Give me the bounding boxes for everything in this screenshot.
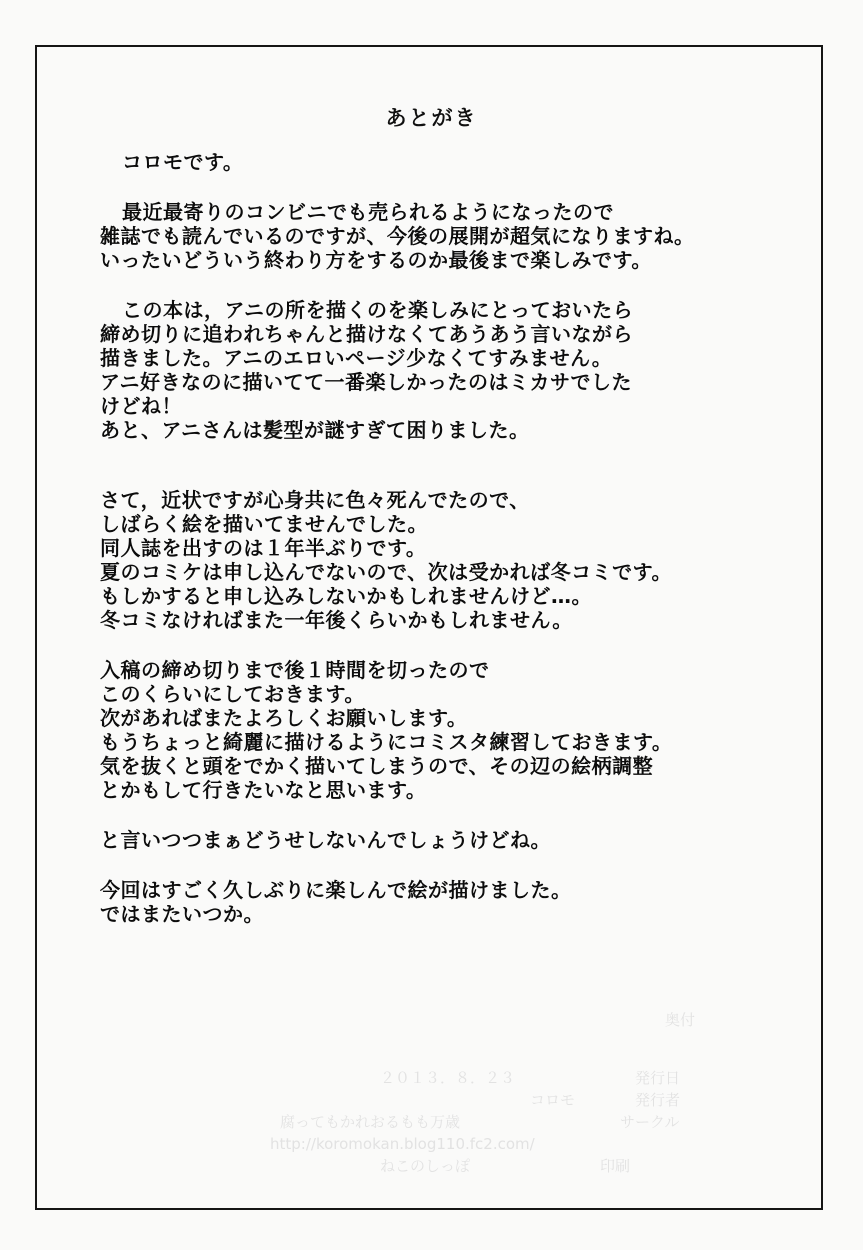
text-line: 雑誌でも読んでいるのですが、今後の展開が超気になりますね。 xyxy=(100,224,695,248)
colophon-issue-label: 発行日 xyxy=(635,1069,681,1087)
paragraph-greeting xyxy=(100,150,800,174)
text-line: この本は，アニの所を描くのを楽しみにとっておいたら xyxy=(122,298,634,322)
colophon-title: 奥付 xyxy=(665,1011,696,1029)
text-line: 同人誌を出すのは１年半ぶりです。 xyxy=(100,536,427,560)
text-line: さて，近状ですが心身共に色々死んでたので、 xyxy=(100,488,530,512)
text-line: 締め切りに追われちゃんと描けなくてあうあう言いながら xyxy=(100,322,633,346)
text-line: もしかすると申し込みしないかもしれませんけど…。 xyxy=(100,584,592,608)
text-line: アニ好きなのに描いてて一番楽しかったのはミカサでした xyxy=(100,370,632,394)
text-line: けどね！ xyxy=(100,394,182,418)
text-line: あと、アニさんは髪型が謎すぎて困りました。 xyxy=(100,418,530,442)
text-line: 今回はすごく久しぶりに楽しんで絵が描けました。 xyxy=(100,878,572,902)
afterword-body xyxy=(100,150,800,926)
colophon-url: http://koromokan.blog110.fc2.com/ xyxy=(270,1135,535,1153)
text-line: 夏のコミケは申し込んでないので、次は受かれば冬コミです。 xyxy=(100,560,672,584)
text-line: いったいどういう終わり方をするのか最後まで楽しみです。 xyxy=(100,248,652,272)
text-line: とかもして行きたいなと思います。 xyxy=(100,778,427,802)
text-line: と言いつつまぁどうせしないんでしょうけどね。 xyxy=(100,828,551,852)
text-line: 冬コミなければまた一年後くらいかもしれません。 xyxy=(100,608,573,632)
colophon-circle-value: 腐ってもかれおるもも万歳 xyxy=(280,1113,461,1131)
colophon-issue-value: ２０１３．８．２３ xyxy=(380,1069,516,1087)
text-line: もうちょっと綺麗に描けるようにコミスタ練習しておきます。 xyxy=(100,730,673,754)
text-line: 最近最寄りのコンビニでも売られるようになったので xyxy=(122,200,614,224)
colophon-publisher-value: コロモ xyxy=(530,1091,576,1109)
text-line: 次があればまたよろしくお願いします。 xyxy=(100,706,468,730)
text-line: コロモです。 xyxy=(122,150,244,174)
colophon-printer-label: 印刷 xyxy=(600,1157,631,1175)
paragraph-status xyxy=(100,488,800,632)
paragraph-aside xyxy=(100,828,800,852)
colophon-circle-label: サークル xyxy=(620,1113,680,1131)
paragraph-closing xyxy=(100,878,800,926)
text-line: このくらいにしておきます。 xyxy=(100,682,365,706)
paragraph-deadline xyxy=(100,658,800,802)
paragraph-magazine xyxy=(100,200,800,272)
text-line: ではまたいつか。 xyxy=(100,902,264,926)
colophon-publisher-label: 発行者 xyxy=(635,1091,681,1109)
paragraph-book xyxy=(100,298,800,442)
colophon-printer-value: ねこのしっぽ xyxy=(380,1157,471,1175)
afterword-heading: あとがき xyxy=(385,106,478,130)
text-line: 描きました。アニのエロいページ少なくてすみません。 xyxy=(100,346,613,370)
text-line: 入稿の締め切りまで後１時間を切ったので xyxy=(100,658,490,682)
text-line: しばらく絵を描いてませんでした。 xyxy=(100,512,428,536)
text-line: 気を抜くと頭をでかく描いてしまうので、その辺の絵柄調整 xyxy=(100,754,654,778)
